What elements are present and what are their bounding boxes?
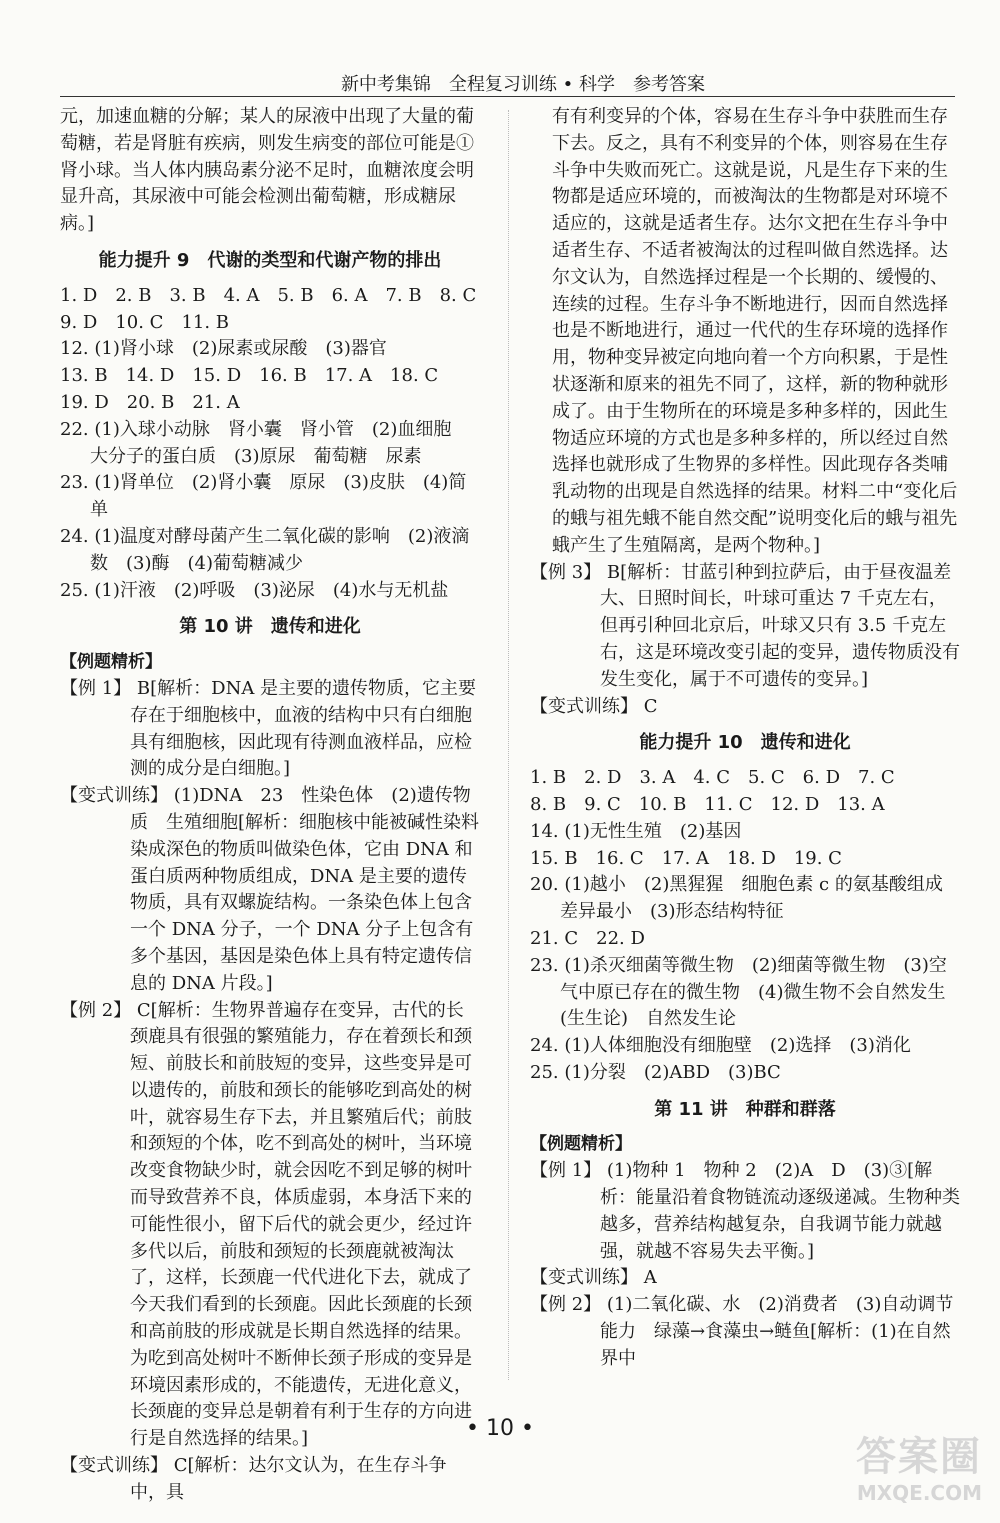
example-11-2: 【例 2】 (1)二氧化碳、水 (2)消费者 (3)自动调节能力 绿藻→食藻虫→鲢鱼[解析：(1)在自然界中 bbox=[530, 1294, 954, 1369]
answer-line: 19. D 20. B 21. A bbox=[60, 391, 240, 413]
example-3: 【例 3】 B[解析：甘蓝引种到拉萨后，由于昼夜温差大、日照时间长，叶球可重达 7 千克左右，但再引种回北京后，叶球又只有 3.5 千克左右，这是环境改变引起的变异，遗传物质没有发生变化，属于不可遗传的变异。] bbox=[530, 561, 960, 690]
example-2: 【例 2】 C[解析：生物界普遍存在变异，古代的长颈鹿具有很强的繁殖能力，存在着颈长和颈短、前肢长和前肢短的变异，这些变异是可以遗传的，前肢和颈长的能够吃到高处的树叶，就容易生存下去，并且繁殖后代；前肢和颈短的个体，吃不到高处的树叶，当环境改变食物缺少时，就会因吃不到足够的树叶而导致营养不良，体质虚弱，本身活下来的可能性很小，留下后代的就会更少，经过许多代以后，前肢和颈短的长颈鹿就被淘汰了，这样，长颈鹿一代代进化下去，就成了今天我们看到的长颈鹿。因此长颈鹿的长颈和高前肢的形成就是长期自然选择的结果。为吃到高处树叶不断伸长颈子形成的变异是环境因素形成的，不能遗传，无进化意义，长颈鹿的变异总是朝着有利于生存的方向进行是自然选择的结果。] bbox=[60, 999, 472, 1450]
variant-training-1: 【变式训练】 (1)DNA 23 性染色体 (2)遗传物质 生殖细胞[解析：细胞核中能被碱性染料染成深色的物质叫做染色体，它由 DNA 和蛋白质两种物质组成，DNA 是主要的遗传物质，具有双螺旋结构。一条染色体上包含一个 DNA 分子，一个 DNA 分子上包含有多个基因，基因是染色体上具有特定遗传信息的 DNA 片段。] bbox=[60, 785, 480, 994]
answer-line: 22. (1)入球小动脉 肾小囊 肾小管 (2)血细胞 大分子的蛋白质 (3)原尿 葡萄糖 尿素 bbox=[60, 418, 470, 467]
variant-training-2: 【变式训练】 C[解析：达尔文认为，在生存斗争中，具 bbox=[60, 1455, 447, 1503]
running-header bbox=[60, 70, 955, 97]
right-column bbox=[530, 104, 960, 1373]
answer-line: 23. (1)肾单位 (2)肾小囊 原尿 (3)皮肤 (4)简单 bbox=[60, 472, 467, 521]
answer-line: 21. C 22. D bbox=[530, 927, 645, 949]
answer-line: 1. B 2. D 3. A 4. C 5. C 6. D 7. C bbox=[530, 767, 895, 789]
column-divider bbox=[508, 110, 509, 1380]
answer-line: 1. D 2. B 3. B 4. A 5. B 6. A 7. B 8. C bbox=[60, 284, 477, 306]
answer-line: 9. D 10. C 11. B bbox=[60, 311, 230, 333]
variant-training-3: 【变式训练】 C bbox=[530, 695, 658, 717]
left-column bbox=[60, 104, 480, 1507]
answer-line: 14. (1)无性生殖 (2)基因 bbox=[530, 820, 742, 842]
variant-training-11-1: 【变式训练】 A bbox=[530, 1267, 657, 1289]
examples-label: 【例题精析】 bbox=[530, 1134, 632, 1155]
examples-label: 【例题精析】 bbox=[60, 652, 162, 673]
answer-line: 25. (1)汗液 (2)呼吸 (3)泌尿 (4)水与无机盐 bbox=[60, 579, 449, 601]
lecture-title-10: 第 10 讲 遗传和进化 bbox=[179, 616, 361, 638]
watermark-text: 答案圈 bbox=[856, 1434, 982, 1480]
answer-line: 12. (1)肾小球 (2)尿素或尿酸 (3)器官 bbox=[60, 338, 387, 360]
answer-list-ability-10 bbox=[530, 765, 960, 1087]
answer-line: 8. B 9. C 10. B 11. C 12. D 13. A bbox=[530, 793, 885, 815]
section-title-ability-9: 能力提升 9 代谢的类型和代谢产物的排出 bbox=[98, 249, 442, 271]
watermark-url: MXQE.COM bbox=[856, 1481, 982, 1505]
lecture-title-11: 第 11 讲 种群和群落 bbox=[654, 1098, 836, 1120]
answer-line: 20. (1)越小 (2)黑猩猩 细胞色素 c 的氨基酸组成差异最小 (3)形态结构特征 bbox=[530, 874, 943, 923]
header-title: 新中考集锦 全程复习训练 • 科学 参考答案 bbox=[340, 74, 705, 95]
answer-line: 23. (1)杀灭细菌等微生物 (2)细菌等微生物 (3)空气中原已存在的微生物 (4)微生物不会自然发生(生生论) 自然发生论 bbox=[530, 954, 947, 1030]
watermark-logo bbox=[802, 1433, 982, 1513]
answer-line: 15. B 16. C 17. A 18. D 19. C bbox=[530, 847, 842, 869]
answer-list-ability-9 bbox=[60, 283, 480, 605]
example-1: 【例 1】 B[解析：DNA 是主要的遗传物质，它主要存在于细胞核中，血液的结构中只有白细胞具有细胞核，因此现有待测血液样品，应检测的成分是白细胞。] bbox=[60, 677, 477, 780]
intro-paragraph: 元，加速血糖的分解；某人的尿液中出现了大量的葡萄糖，若是肾脏有疾病，则发生病变的部位可能是①肾小球。当人体内胰岛素分泌不足时，血糖浓度会明显升高，其尿液中可能会检测出葡萄糖，形成糖尿病。] bbox=[60, 106, 474, 235]
section-title-ability-10: 能力提升 10 遗传和进化 bbox=[639, 732, 851, 754]
answer-line: 13. B 14. D 15. D 16. B 17. A 18. C bbox=[60, 365, 439, 387]
answer-line: 24. (1)温度对酵母菌产生二氧化碳的影响 (2)液滴数 (3)酶 (4)葡萄糖减少 bbox=[60, 525, 470, 574]
example-11-1: 【例 1】 (1)物种 1 物种 2 (2)A D (3)③[解析：能量沿着食物链流动逐级递减。生物种类越多，营养结构越复杂，自我调节能力就越强，就越不容易失去平衡。] bbox=[530, 1160, 960, 1262]
answer-line: 25. (1)分裂 (2)ABD (3)BC bbox=[530, 1061, 781, 1083]
page-number: • 10 • bbox=[466, 1416, 534, 1441]
continued-paragraph: 有有利变异的个体，容易在生存斗争中获胜而生存下去。反之，具有不利变异的个体，则容易在生存斗争中失败而死亡。这就是说，凡是生存下来的生物都是适应环境的，而被淘汰的生物都是对环境不适应的，这就是适者生存。达尔文把在生存斗争中适者生存、不适者被淘汰的过程叫做自然选择。达尔文认为，自然选择过程是一个长期的、缓慢的、连续的过程。生存斗争不断地进行，因而自然选择也是不断地进行，通过一代代的生存环境的选择作用，物种变异被定向地向着一个方向积累，于是性状逐渐和原来的祖先不同了，这样，新的物种就形成了。由于生物所在的环境是多种多样的，因此生物适应环境的方式也是多种多样的，所以经过自然选择也就形成了生物界的多样性。因此现存各类哺乳动物的出现是自然选择的结果。材料二中“变化后的蛾与祖先蛾不能自然交配”说明变化后的蛾与祖先蛾产生了生殖隔离，是两个物种。] bbox=[552, 106, 958, 556]
answer-line: 24. (1)人体细胞没有细胞壁 (2)选择 (3)消化 bbox=[530, 1035, 911, 1057]
